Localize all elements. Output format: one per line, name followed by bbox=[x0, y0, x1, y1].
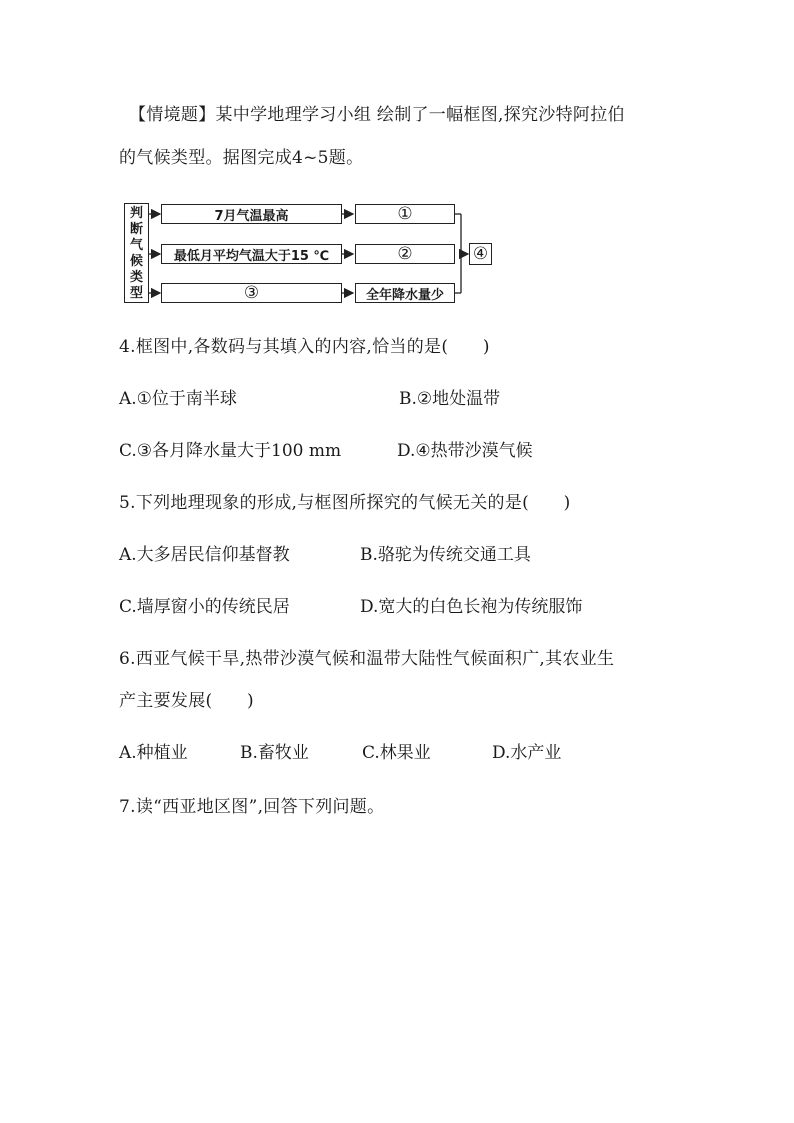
diagram-box-3: ③ bbox=[161, 283, 342, 303]
side-char: 型 bbox=[129, 286, 143, 301]
intro-line-1: 【情境题】某中学地理学习小组 绘制了一幅框图,探究沙特阿拉伯 bbox=[129, 105, 625, 125]
diagram-box-min-temp: 最低月平均气温大于15 ℃ bbox=[161, 244, 342, 264]
q4-option-c: C.③各月降水量大于100 mm bbox=[119, 441, 342, 461]
q7-stem: 7.读“西亚地区图”,回答下列问题。 bbox=[119, 797, 385, 817]
q6-stem-line-1: 6.西亚气候干旱,热带沙漠气候和温带大陆性气候面积广,其农业生 bbox=[119, 649, 615, 669]
side-char: 候 bbox=[129, 254, 143, 269]
side-char: 气 bbox=[129, 238, 143, 253]
q5-option-c: C.墙厚窗小的传统民居 bbox=[119, 597, 290, 617]
diagram-arrows bbox=[0, 0, 794, 320]
q5-option-d: D.宽大的白色长袍为传统服饰 bbox=[360, 597, 583, 617]
diagram-box-july-temp: 7月气温最高 bbox=[161, 204, 342, 224]
diagram-box-1: ① bbox=[355, 204, 455, 224]
diagram-box-low-rain: 全年降水量少 bbox=[355, 283, 455, 303]
side-char: 断 bbox=[129, 222, 143, 237]
q4-option-b: B.②地处温带 bbox=[399, 389, 501, 409]
q4-option-a: A.①位于南半球 bbox=[119, 389, 237, 409]
q6-option-a: A.种植业 bbox=[119, 743, 188, 763]
diagram-box-2: ② bbox=[355, 244, 455, 264]
side-char: 判 bbox=[129, 206, 143, 221]
q6-option-c: C.林果业 bbox=[362, 743, 431, 763]
side-char: 类 bbox=[129, 270, 143, 285]
q6-option-b: B.畜牧业 bbox=[240, 743, 309, 763]
q6-stem-line-2: 产主要发展( ) bbox=[119, 691, 254, 711]
q6-option-d: D.水产业 bbox=[492, 743, 562, 763]
q4-stem: 4.框图中,各数码与其填入的内容,恰当的是( ) bbox=[119, 337, 490, 357]
q4-option-d: D.④热带沙漠气候 bbox=[397, 441, 533, 461]
diagram-box-4: ④ bbox=[469, 243, 492, 265]
q5-option-a: A.大多居民信仰基督教 bbox=[119, 545, 290, 565]
q5-stem: 5.下列地理现象的形成,与框图所探究的气候无关的是( ) bbox=[119, 493, 571, 513]
q5-option-b: B.骆驼为传统交通工具 bbox=[360, 545, 531, 565]
intro-line-2: 的气候类型。据图完成4~5题。 bbox=[119, 148, 364, 168]
